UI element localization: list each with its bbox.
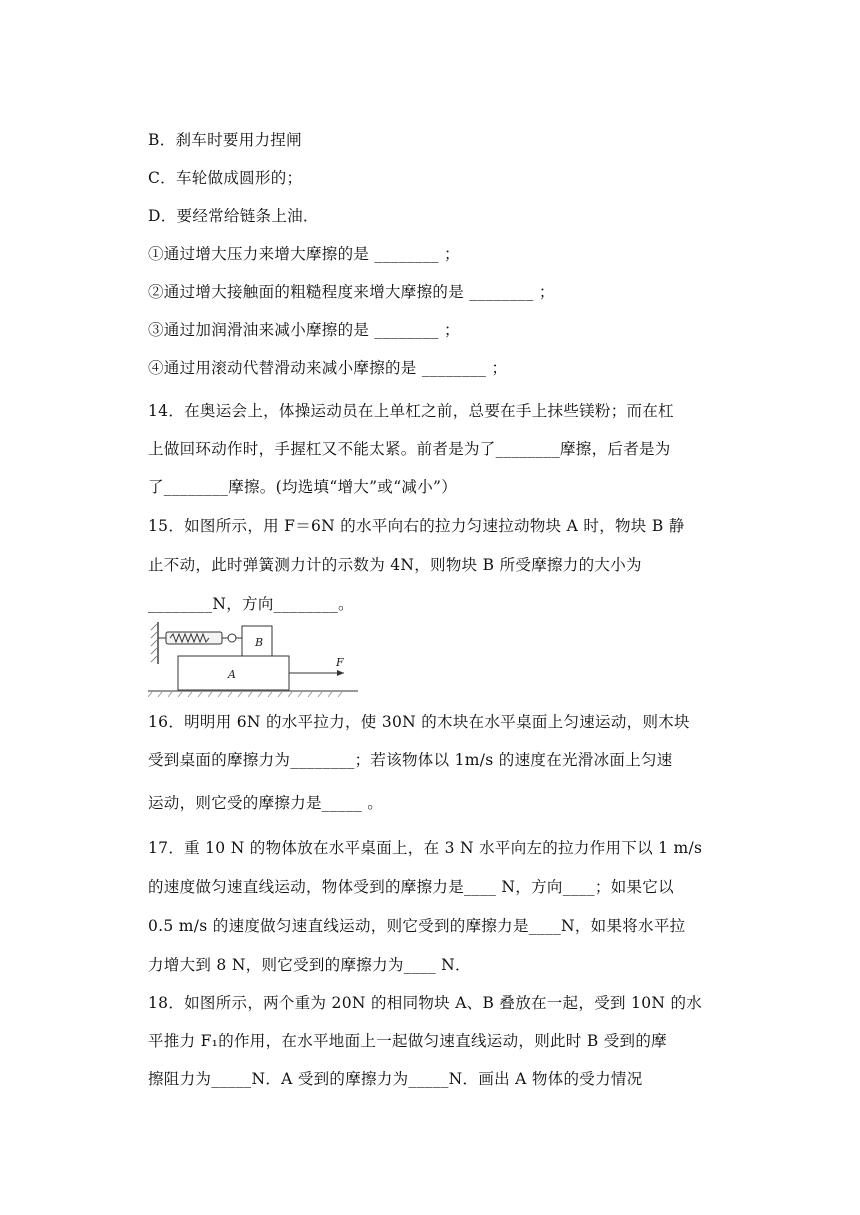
line-14-b: 上做回环动作时，手握杠又不能太紧。前者是为了________摩擦，后者是为 xyxy=(148,440,671,458)
line-b-option: B．刹车时要用力捏闸 xyxy=(148,131,302,149)
line-d-option: D．要经常给链条上油． xyxy=(148,207,319,225)
line-16-a: 16．明明用 6N 的水平拉力，使 30N 的木块在水平桌面上匀速运动，则木块 xyxy=(148,713,690,731)
line-18-c: 擦阻力为_____N．A 受到的摩擦力为_____N．画出 A 物体的受力情况 xyxy=(148,1070,643,1088)
line-15-c: ________N，方向________。 xyxy=(148,595,354,613)
block-b-label: B xyxy=(255,636,264,649)
line-17-c: 0.5 m/s 的速度做匀速直线运动，则它受到的摩擦力是____N，如果将水平拉 xyxy=(148,917,686,935)
line-15-a: 15．如图所示，用 F＝6N 的水平向右的拉力匀速拉动物块 A 时，物块 B 静 xyxy=(148,517,685,535)
line-c-option: C．车轮做成圆形的； xyxy=(148,169,303,187)
line-16-c: 运动，则它受的摩擦力是_____ 。 xyxy=(148,794,384,812)
line-17-b: 的速度做匀速直线运动，物体受到的摩擦力是____ N，方向____；如果它以 xyxy=(148,878,674,896)
line-15-b: 止不动，此时弹簧测力计的示数为 4N，则物块 B 所受摩擦力的大小为 xyxy=(148,556,642,574)
line-q1: ①通过增大压力来增大摩擦的是 ________ ； xyxy=(148,245,460,263)
line-q3: ③通过加润滑油来减小摩擦的是 ________ ； xyxy=(148,321,460,339)
line-q2: ②通过增大接触面的粗糙程度来增大摩擦的是 ________ ； xyxy=(148,283,555,301)
figure-spring-scale-blocks xyxy=(148,618,360,698)
line-17-d: 力增大到 8 N，则它受到的摩擦力为____ N． xyxy=(148,956,471,974)
line-18-b: 平推力 F₁的作用，在水平地面上一起做匀速直线运动，则此时 B 受到的摩 xyxy=(148,1032,667,1050)
line-17-a: 17．重 10 N 的物体放在水平桌面上，在 3 N 水平向左的拉力作用下以 1 m/s xyxy=(148,839,703,857)
line-16-b: 受到桌面的摩擦力为________；若该物体以 1m/s 的速度在光滑冰面上匀速 xyxy=(148,751,673,769)
line-18-a: 18．如图所示，两个重为 20N 的相同物块 A、B 叠放在一起，受到 10N 的水 xyxy=(148,994,703,1012)
line-q4: ④通过用滚动代替滑动来减小摩擦的是 ________ ； xyxy=(148,359,508,377)
line-14-a: 14．在奥运会上，体操运动员在上单杠之前，总要在手上抹些镁粉；而在杠 xyxy=(148,402,674,420)
block-a-label: A xyxy=(228,668,236,681)
line-14-c: 了________摩擦。(均选填“增大”或“减小”） xyxy=(148,478,458,496)
force-f-label: F xyxy=(336,656,344,669)
